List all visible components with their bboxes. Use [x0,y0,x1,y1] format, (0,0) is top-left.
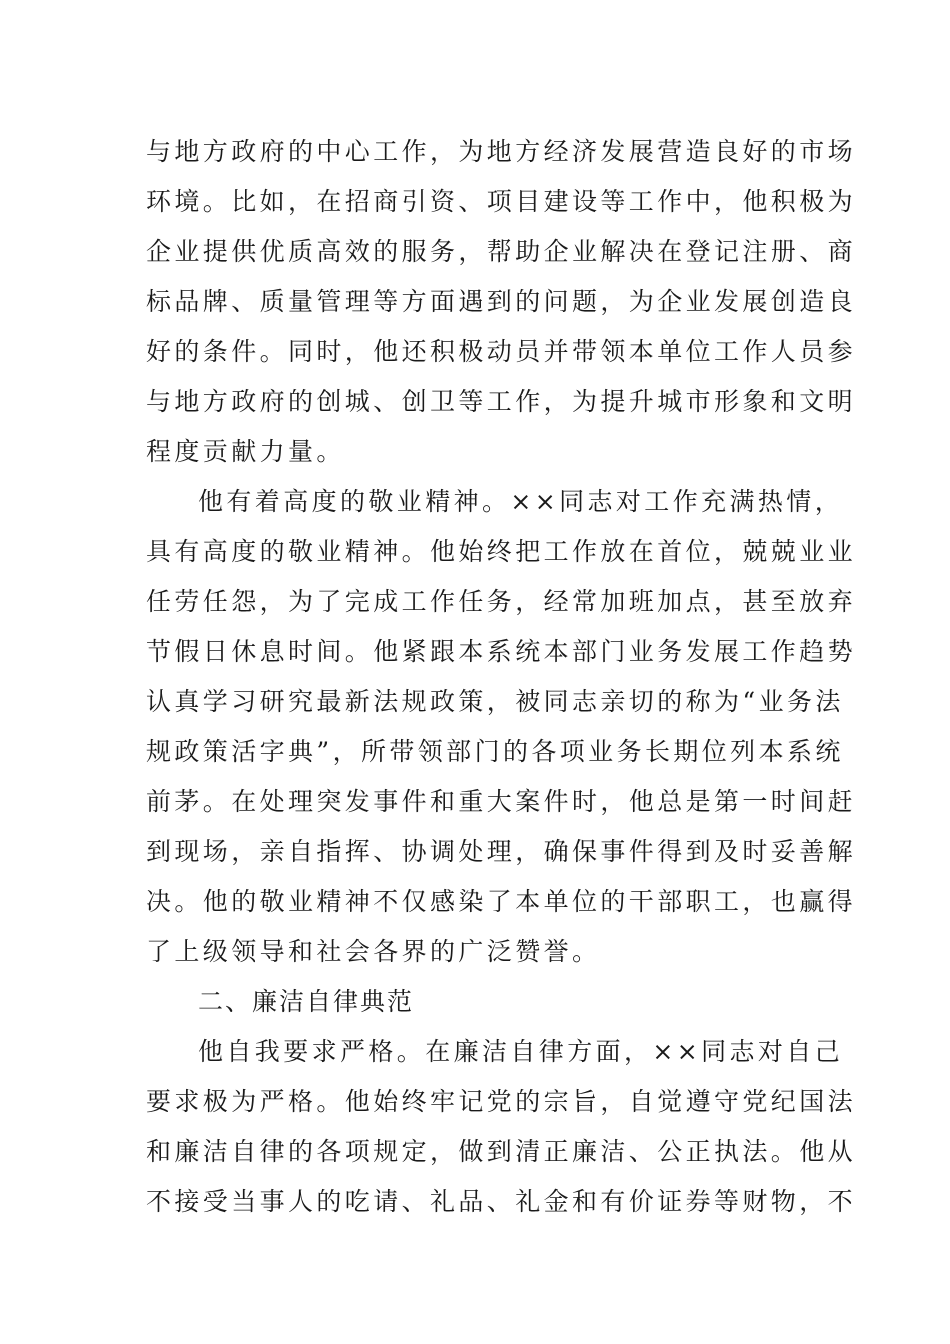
text-line: 了上级领导和社会各界的广泛赞誉。 [146,937,601,966]
text-line: 和廉洁自律的各项规定，做到清正廉洁、公正执法。他从 [146,1137,857,1166]
section-heading: 二、廉洁自律典范 [198,987,415,1016]
paragraph-first-line: 他有着高度的敬业精神。××同志对工作充满热情， [198,487,844,516]
text-line: 到现场，亲自指挥、协调处理，确保事件得到及时妥善解 [146,837,857,866]
text-line: 认真学习研究最新法规政策，被同志亲切的称为“业务法 [146,687,844,716]
text-line: 规政策活字典”，所带领部门的各项业务长期位列本系统 [146,737,844,766]
text-line: 前茅。在处理突发事件和重大案件时，他总是第一时间赶 [146,787,857,816]
text-line: 环境。比如，在招商引资、项目建设等工作中，他积极为 [146,187,857,216]
text-line: 企业提供优质高效的服务，帮助企业解决在登记注册、商 [146,237,857,266]
text-line: 具有高度的敬业精神。他始终把工作放在首位，兢兢业业 [146,537,857,566]
text-line: 与地方政府的创城、创卫等工作，为提升城市形象和文明 [146,387,857,416]
text-line: 程度贡献力量。 [146,437,345,466]
paragraph-first-line: 他自我要求严格。在廉洁自律方面，××同志对自己 [198,1037,844,1066]
text-line: 要求极为严格。他始终牢记党的宗旨，自觉遵守党纪国法 [146,1087,857,1116]
text-line: 节假日休息时间。他紧跟本系统本部门业务发展工作趋势 [146,637,857,666]
text-line: 与地方政府的中心工作，为地方经济发展营造良好的市场 [146,137,857,166]
text-line: 不接受当事人的吃请、礼品、礼金和有价证券等财物，不 [146,1187,857,1216]
text-line: 标品牌、质量管理等方面遇到的问题，为企业发展创造良 [146,287,857,316]
text-line: 好的条件。同时，他还积极动员并带领本单位工作人员参 [146,337,857,366]
text-line: 决。他的敬业精神不仅感染了本单位的干部职工，也赢得 [146,887,857,916]
text-line: 任劳任怨，为了完成工作任务，经常加班加点，甚至放弃 [146,587,857,616]
